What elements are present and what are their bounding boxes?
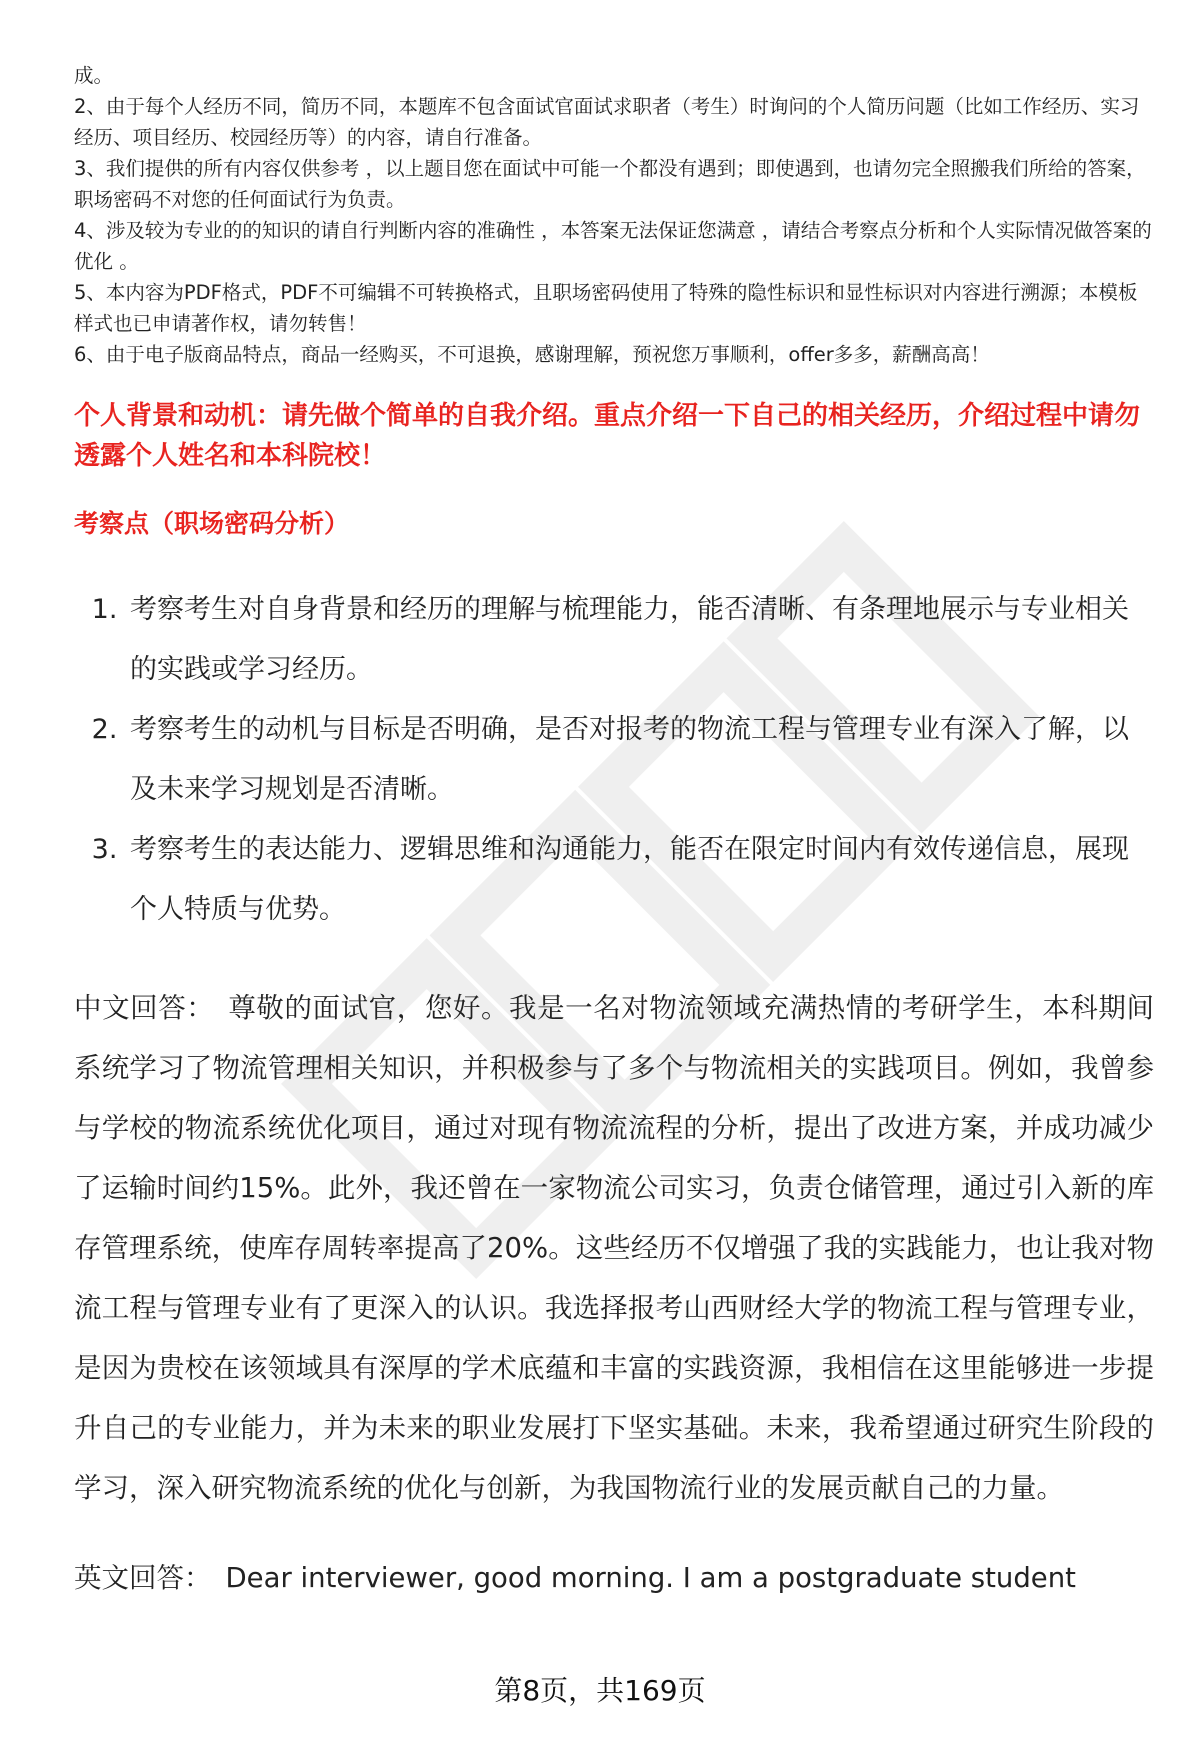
question-title: 个人背景和动机：请先做个简单的自我介绍。重点介绍一下自己的相关经历，介绍过程中请勿透露个人姓名和本科院校！ (74, 401, 1141, 471)
note-item: 3、我们提供的所有内容仅供参考 ，以上题目您在面试中可能一个都没有遇到；即使遇到，也请勿完全照搬我们所给的答案，职场密码不对您的任何面试行为负责。 (74, 157, 1146, 211)
analysis-heading: 考察点（职场密码分析） (74, 509, 350, 538)
answer-english (74, 1548, 1154, 1608)
analysis-point: 3. 考察考生的表达能力、逻辑思维和沟通能力，能否在限定时间内有效传递信息，展现个人特质与优势。 (126, 820, 1154, 940)
note-item: 5、本内容为PDF格式，PDF不可编辑不可转换格式，且职场密码使用了特殊的隐性标识和显性标识对内容进行溯源；本模板样式也已申请著作权，请勿转售！ (74, 281, 1138, 335)
page-number: 第8页，共169页 (494, 1674, 706, 1707)
notes-section (74, 60, 1154, 370)
answer-chinese-text: 尊敬的面试官，您好。我是一名对物流领域充满热情的考研学生，本科期间系统学习了物流管理相关知识，并积极参与了多个与物流相关的实践项目。例如，我曾参与学校的物流系统优化项目，通过对现有物流流程的分析，提出了改进方案，并成功减少了运输时间约15%。此外，我还曾在一家物流公司实习，负责仓储管理，通过引入新的库存管理系统，使库存周转率提高了20%。这些经历不仅增强了我的实践能力，也让我对物流工程与管理专业有了更深入的认识。我选择报考山西财经大学的物流工程与管理专业，是因为贵校在该领域具有深厚的学术底蕴和丰富的实践资源，我相信在这里能够进一步提升自己的专业能力，并为未来的职业发展打下坚实基础。未来，我希望通过研究生阶段的学习，深入研究物流系统的优化与创新，为我国物流行业的发展贡献自己的力量。 (74, 992, 1155, 1504)
note-item: 2、由于每个人经历不同，简历不同，本题库不包含面试官面试求职者（考生）时询问的个人简历问题（比如工作经历、实习经历、项目经历、校园经历等）的内容，请自行准备。 (74, 95, 1140, 149)
analysis-point: 2. 考察考生的动机与目标是否明确，是否对报考的物流工程与管理专业有深入了解，以及未来学习规划是否清晰。 (126, 700, 1154, 820)
note-item: 6、由于电子版商品特点，商品一经购买，不可退换，感谢理解，预祝您万事顺利，offer多多，薪酬高高！ (74, 343, 990, 366)
answer-english-text: Dear interviewer, good morning. I am a postgraduate student (225, 1562, 1076, 1594)
answer-chinese (74, 978, 1154, 1518)
note-item: 成。 (74, 64, 114, 87)
analysis-point: 1. 考察考生对自身背景和经历的理解与梳理能力，能否清晰、有条理地展示与专业相关的实践或学习经历。 (126, 580, 1154, 700)
note-item: 4、涉及较为专业的的知识的请自行判断内容的准确性 ，本答案无法保证您满意 ，请结合考察点分析和个人实际情况做答案的优化 。 (74, 219, 1152, 273)
answer-english-label: 英文回答： (74, 1562, 212, 1594)
analysis-points (74, 580, 1154, 940)
answer-chinese-label: 中文回答： (74, 992, 215, 1024)
document-page (74, 60, 1154, 1608)
